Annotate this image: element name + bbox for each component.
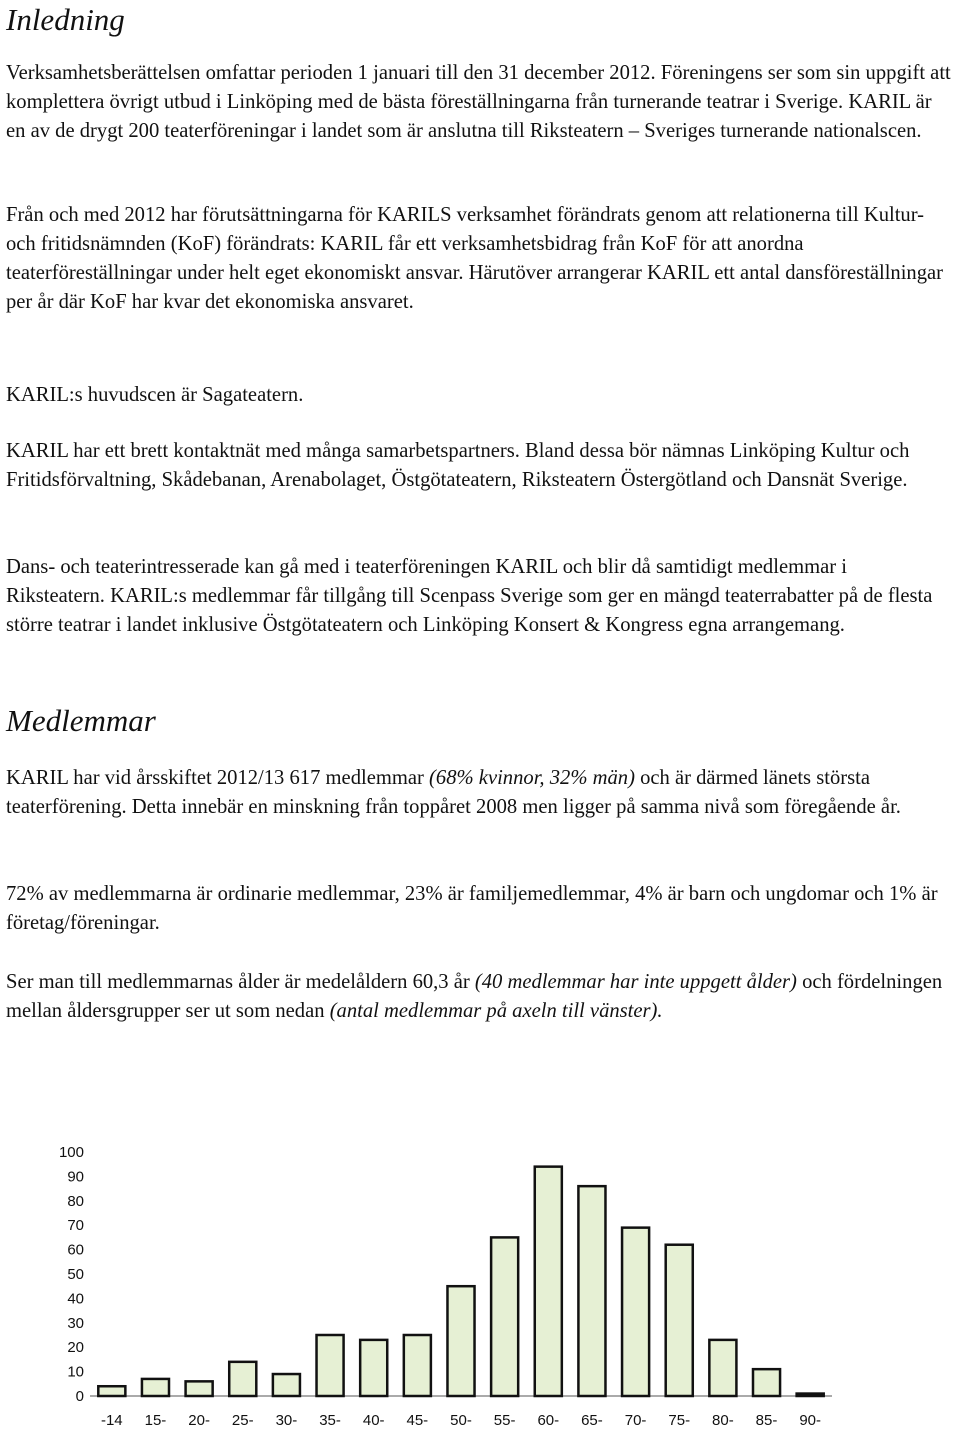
bar-25-	[229, 1362, 256, 1396]
bar-60-	[535, 1167, 562, 1396]
bar-90-	[797, 1394, 824, 1396]
x-tick-label: 50-	[450, 1412, 472, 1429]
x-tick-label: 35-	[319, 1412, 341, 1429]
x-tick-label: 20-	[188, 1412, 210, 1429]
y-tick-label: 20	[67, 1339, 84, 1357]
intro-paragraph-3: KARIL:s huvudscen är Sagateatern.	[6, 384, 304, 406]
bar-30-	[273, 1374, 300, 1396]
members-gender-split: (68% kvinnor, 32% män)	[429, 767, 635, 789]
y-tick-label: 60	[67, 1241, 84, 1259]
bar-40-	[360, 1340, 387, 1396]
x-tick-label: 15-	[144, 1412, 167, 1429]
bar-15-	[142, 1379, 169, 1396]
bar--14	[98, 1386, 125, 1396]
y-tick-label: 10	[67, 1363, 84, 1381]
x-tick-label: 85-	[755, 1412, 778, 1429]
y-tick-label: 70	[67, 1217, 84, 1235]
members-paragraph-3	[6, 968, 951, 1026]
bar-85-	[753, 1369, 780, 1396]
bar-65-	[578, 1186, 605, 1396]
intro-paragraph-4: KARIL har ett brett kontaktnät med många samarbetspartners. Bland dessa bör nämnas Linköping Kultur och Fritidsförvaltning, Skådebanan, Arenabolaget, Östgötateatern, Riksteatern Östergötland och Dansnät Sverige.	[6, 440, 910, 491]
members-age-note: (40 medlemmar har inte uppgett ålder)	[474, 971, 797, 993]
members-paragraph-2: 72% av medlemmarna är ordinarie medlemmar, 23% är familjemedlemmar, 4% är barn och ungdomar och 1% är företag/föreningar.	[6, 883, 938, 934]
x-tick-label: 80-	[712, 1412, 734, 1429]
x-tick-label: 70-	[624, 1412, 647, 1429]
age-distribution-chart	[40, 1140, 920, 1430]
members-text: KARIL har vid årsskiftet 2012/13 617 medlemmar	[6, 767, 430, 789]
y-tick-label: 30	[67, 1314, 84, 1332]
bar-20-	[186, 1381, 213, 1396]
bar-70-	[622, 1228, 649, 1396]
x-tick-label: 45-	[406, 1412, 429, 1429]
y-tick-label: 80	[67, 1192, 84, 1210]
members-axis-note: (antal medlemmar på axeln till vänster).	[329, 1000, 663, 1022]
bar-45-	[404, 1335, 431, 1396]
intro-paragraph-1: Verksamhetsberättelsen omfattar perioden 1 januari till den 31 december 2012. Föreningens ser som sin uppgift att komplettera övrigt utbud i Linköping med de bästa föreställningarna från turnerande teatrar i Sverige. KARIL är en av de drygt 200 teaterföreningar i landet som är anslutna till Riksteatern – Sveriges turnerande nationalscen.	[6, 62, 951, 142]
intro-paragraph-2: Från och med 2012 har förutsättningarna för KARILS verksamhet förändrats genom att relationerna till Kultur- och fritidsnämnden (KoF) förändrats: KARIL får ett verksamhetsbidrag från KoF för att anordna teaterföreställningar under helt eget ekonomiskt ansvar. Härutöver arrangerar KARIL ett antal dansföreställningar per år där KoF har kvar det ekonomiska ansvaret.	[6, 204, 944, 313]
intro-paragraph-5: Dans- och teaterintresserade kan gå med i teaterföreningen KARIL och blir då samtidigt medlemmar i Riksteatern. KARIL:s medlemmar får tillgång till Scenpass Sverige som ger en mängd teaterrabatter på de flesta större teatrar i landet inklusive Östgötateatern och Linköping Konsert & Kongress egna arrangemang.	[6, 556, 933, 636]
y-tick-label: 90	[67, 1168, 84, 1186]
x-tick-label: 55-	[493, 1412, 516, 1429]
section-heading-medlemmar: Medlemmar	[6, 703, 156, 738]
bar-55-	[491, 1237, 518, 1396]
bar-75-	[666, 1245, 693, 1396]
x-tick-label: 40-	[362, 1412, 385, 1429]
members-text: och fördelningen mellan åldersgrupper ser ut som nedan	[6, 971, 943, 1022]
members-paragraph-1	[6, 764, 951, 822]
bar-35-	[317, 1335, 344, 1396]
x-tick-label: 75-	[668, 1412, 691, 1429]
y-tick-label: 50	[67, 1266, 84, 1283]
x-tick-label: 65-	[581, 1412, 603, 1429]
x-tick-label: 60-	[537, 1412, 560, 1429]
y-tick-label: 40	[67, 1290, 84, 1308]
bar-50-	[447, 1286, 474, 1396]
x-tick-label: 30-	[275, 1412, 298, 1429]
section-heading-inledning: Inledning	[6, 2, 125, 37]
members-text: och är därmed länets största teaterförening. Detta innebär en minskning från toppåret 2008 men ligger på samma nivå som föregående år.	[6, 767, 901, 818]
members-text: Ser man till medlemmarnas ålder är medelåldern 60,3 år	[6, 971, 475, 993]
y-tick-label: 100	[58, 1144, 84, 1161]
x-tick-label: 25-	[231, 1412, 254, 1429]
x-tick-label: -14	[100, 1412, 123, 1429]
x-tick-label: 90-	[799, 1412, 822, 1429]
age-distribution-chart-svg	[40, 1140, 920, 1430]
y-tick-label: 0	[75, 1388, 84, 1405]
bar-80-	[709, 1340, 736, 1396]
